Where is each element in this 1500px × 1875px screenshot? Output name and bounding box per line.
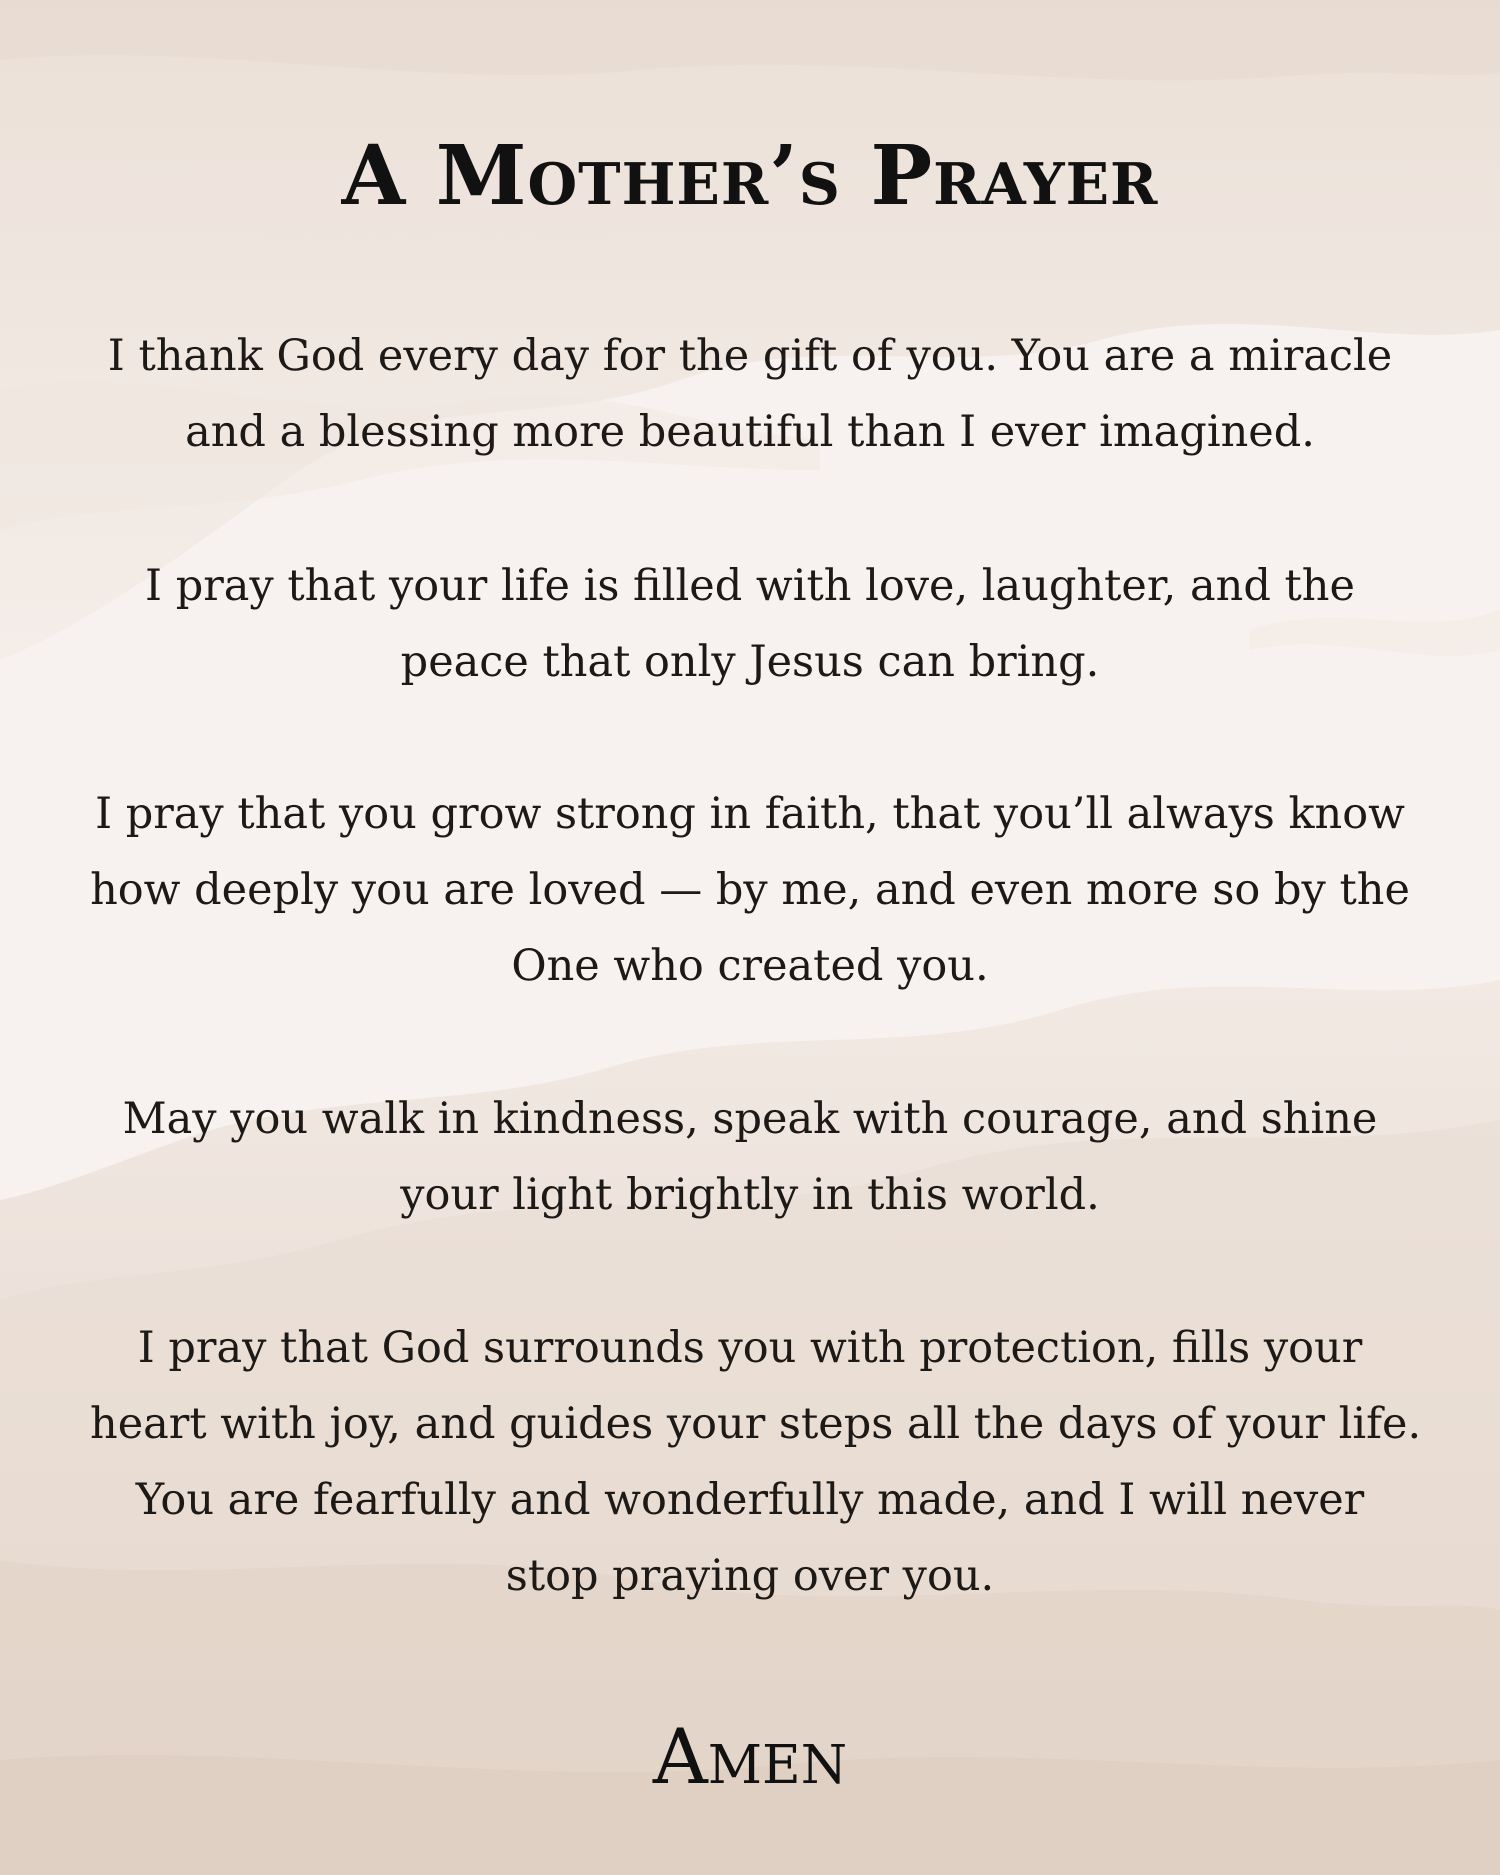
prayer-line: I pray that you grow strong in faith, that you’ll always know [95, 789, 1405, 839]
prayer-line: stop praying over you. [505, 1551, 995, 1601]
prayer-line: peace that only Jesus can bring. [400, 637, 1100, 687]
prayer-line: heart with joy, and guides your steps all the days of your life. [90, 1399, 1422, 1449]
prayer-paragraph-1 [90, 318, 1410, 470]
prayer-line: I thank God every day for the gift of you. You are a miracle [107, 331, 1393, 381]
prayer-paragraph-4 [90, 1081, 1410, 1233]
page-title: A Mother’s Prayer [341, 128, 1159, 224]
prayer-paragraph-2 [90, 548, 1410, 700]
prayer-line: and a blessing more beautiful than I ever imagined. [185, 407, 1315, 457]
closing-amen: Amen [652, 1712, 848, 1801]
prayer-line: I pray that God surrounds you with protection, fills your [137, 1323, 1363, 1373]
prayer-paragraph-3 [90, 776, 1410, 1004]
prayer-line: One who created you. [511, 941, 989, 991]
prayer-line: You are fearfully and wonderfully made, and I will never [135, 1475, 1365, 1525]
prayer-line: your light brightly in this world. [400, 1170, 1100, 1220]
prayer-line: May you walk in kindness, speak with courage, and shine [122, 1094, 1378, 1144]
prayer-line: how deeply you are loved — by me, and even more so by the [90, 865, 1410, 915]
prayer-line: I pray that your life is filled with love, laughter, and the [145, 561, 1355, 611]
prayer-paragraph-5 [90, 1310, 1422, 1614]
